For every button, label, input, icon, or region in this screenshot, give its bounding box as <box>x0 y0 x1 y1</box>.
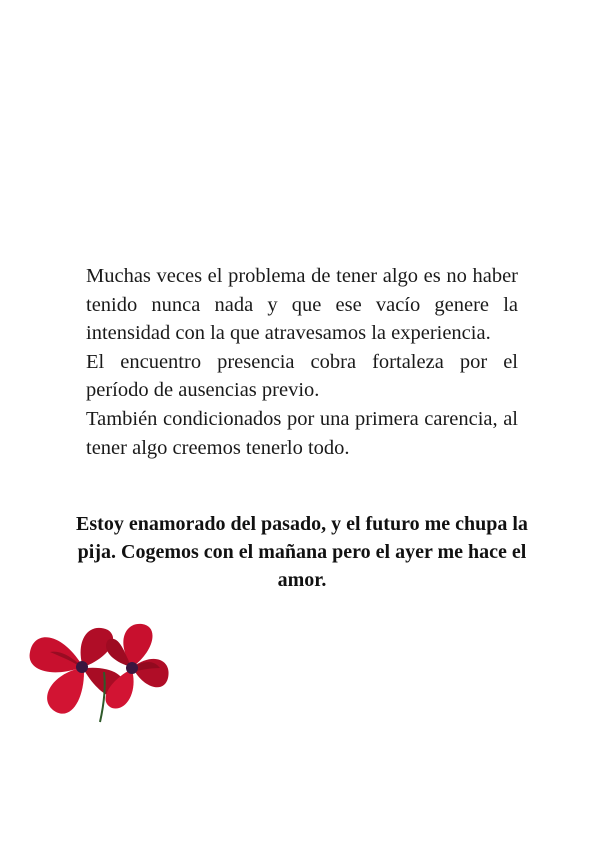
petal <box>47 668 84 714</box>
body-paragraph: También condicionados por una primera carencia, al tener algo creemos tenerlo todo. <box>86 407 518 459</box>
closing-quote: Estoy enamorado del pasado, y el futuro me chupa la pija. Cogemos con el mañana pero el ayer me hace el amor. <box>76 513 528 591</box>
petal <box>30 637 80 672</box>
red-geranium-flowers-icon <box>20 612 172 724</box>
body-paragraph: El encuentro presencia cobra fortaleza por el período de ausencias previo. <box>86 350 518 402</box>
body-paragraph: Muchas veces el problema de tener algo es no haber tenido nunca nada y que ese vacío genere la intensidad con la que atravesamos la experiencia. <box>86 265 518 345</box>
flower-center <box>76 661 88 673</box>
body-text <box>86 262 518 462</box>
flower-center <box>126 662 138 674</box>
flower-right <box>106 624 169 709</box>
